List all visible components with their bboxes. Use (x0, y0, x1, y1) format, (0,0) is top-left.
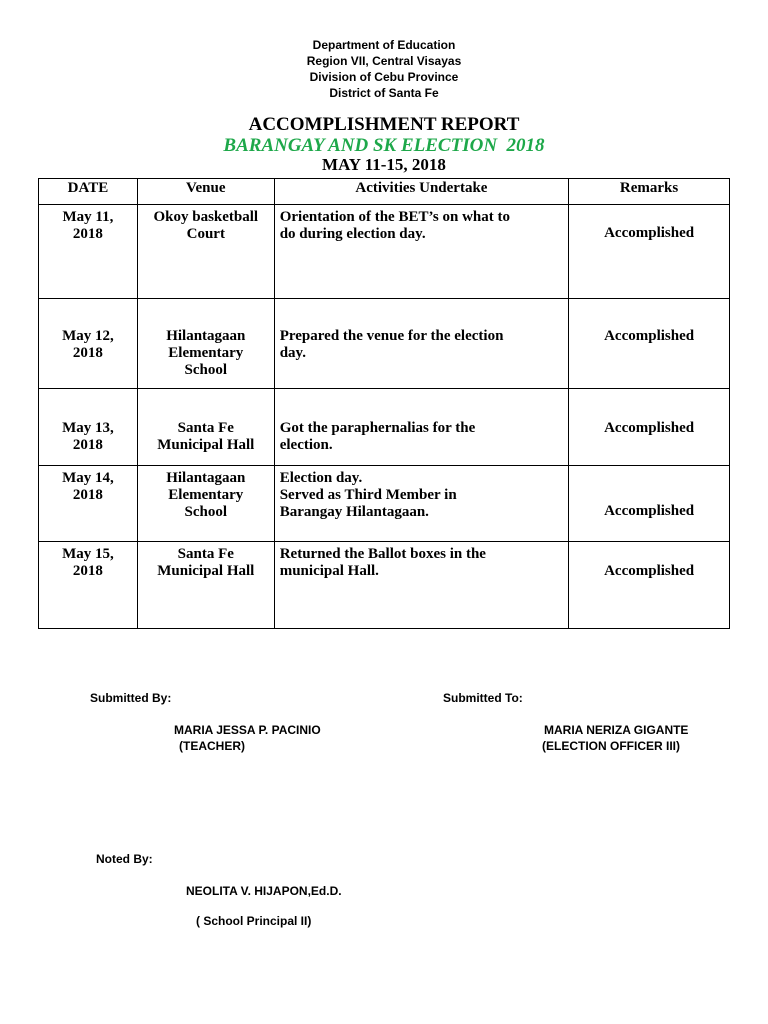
column-header-activities: Activities Undertake (274, 179, 568, 205)
venue-line: School (184, 362, 228, 378)
table-row (39, 542, 730, 629)
venue-line: Santa Fe (177, 420, 234, 436)
venue-cell (137, 466, 274, 542)
submitted-by-label: Submitted By: (90, 691, 172, 705)
date-line: 2018 (72, 563, 103, 579)
activity-cell (274, 542, 568, 629)
remarks-text: Accomplished (604, 328, 695, 344)
table-header-row (39, 179, 730, 205)
remarks-cell (569, 389, 730, 466)
date-line: 2018 (72, 487, 103, 503)
remarks-cell (569, 205, 730, 299)
date-line: 2018 (72, 226, 103, 242)
table-row (39, 299, 730, 389)
activity-line: Served as Third Member in (279, 487, 457, 503)
submitted-by-name: MARIA JESSA P. PACINIO (174, 723, 321, 737)
date-line: May 14, (62, 470, 114, 486)
activity-line: day. (279, 345, 306, 361)
table-row (39, 389, 730, 466)
report-subtitle: BARANGAY AND SK ELECTION 2018 (223, 135, 545, 156)
venue-line: Elementary (168, 487, 244, 503)
report-dates: MAY 11-15, 2018 (322, 155, 446, 174)
venue-line: School (184, 504, 228, 520)
venue-cell (137, 542, 274, 629)
column-header-date: DATE (39, 179, 138, 205)
table-row (39, 466, 730, 542)
venue-line: Elementary (168, 345, 244, 361)
header-division: Division of Cebu Province (309, 70, 459, 84)
column-header-remarks: Remarks (569, 179, 730, 205)
remarks-text: Accomplished (604, 420, 695, 436)
activity-cell (274, 299, 568, 389)
date-line: May 13, (62, 420, 114, 436)
activity-cell (274, 389, 568, 466)
remarks-text: Accomplished (604, 563, 695, 579)
remarks-cell (569, 466, 730, 542)
accomplishment-table (38, 178, 730, 629)
header-department: Department of Education (312, 38, 456, 52)
activity-line: election. (279, 437, 333, 453)
activity-line: Prepared the venue for the election (279, 328, 504, 344)
venue-line: Okoy basketball (153, 209, 259, 225)
header-region: Region VII, Central Visayas (306, 54, 462, 68)
activity-line: do during election day. (279, 226, 426, 242)
noted-by-name: NEOLITA V. HIJAPON,Ed.D. (186, 884, 342, 898)
activity-line: Barangay Hilantagaan. (279, 504, 429, 520)
venue-cell (137, 299, 274, 389)
venue-line: Hilantagaan (166, 470, 246, 486)
date-line: 2018 (72, 437, 103, 453)
remarks-cell (569, 299, 730, 389)
remarks-cell (569, 542, 730, 629)
remarks-text: Accomplished (604, 503, 695, 519)
column-header-venue: Venue (137, 179, 274, 205)
submitted-to-label: Submitted To: (443, 691, 523, 705)
venue-line: Hilantagaan (166, 328, 246, 344)
venue-cell (137, 205, 274, 299)
noted-by-label: Noted By: (96, 852, 153, 866)
date-cell (39, 466, 138, 542)
venue-line: Municipal Hall (157, 563, 255, 579)
submitted-to-title: (ELECTION OFFICER III) (542, 739, 680, 753)
activity-line: Election day. (279, 470, 363, 486)
remarks-text: Accomplished (604, 225, 695, 241)
activity-cell (274, 205, 568, 299)
date-line: 2018 (72, 345, 103, 361)
submitted-by-title: (TEACHER) (179, 739, 245, 753)
date-line: May 11, (62, 209, 114, 225)
activity-line: Orientation of the BET’s on what to (279, 209, 510, 225)
venue-line: Court (186, 226, 225, 242)
activity-cell (274, 466, 568, 542)
submitted-to-name: MARIA NERIZA GIGANTE (544, 723, 689, 737)
noted-by-title: ( School Principal II) (196, 914, 312, 928)
date-cell (39, 389, 138, 466)
report-title: ACCOMPLISHMENT REPORT (248, 114, 520, 135)
date-cell (39, 299, 138, 389)
date-cell (39, 205, 138, 299)
venue-line: Santa Fe (177, 546, 234, 562)
header-district: District of Santa Fe (329, 86, 439, 100)
activity-line: Got the paraphernalias for the (279, 420, 476, 436)
date-line: May 15, (62, 546, 114, 562)
date-cell (39, 542, 138, 629)
venue-line: Municipal Hall (157, 437, 255, 453)
date-line: May 12, (62, 328, 114, 344)
venue-cell (137, 389, 274, 466)
activity-line: municipal Hall. (279, 563, 379, 579)
activity-line: Returned the Ballot boxes in the (279, 546, 486, 562)
table-row (39, 205, 730, 299)
